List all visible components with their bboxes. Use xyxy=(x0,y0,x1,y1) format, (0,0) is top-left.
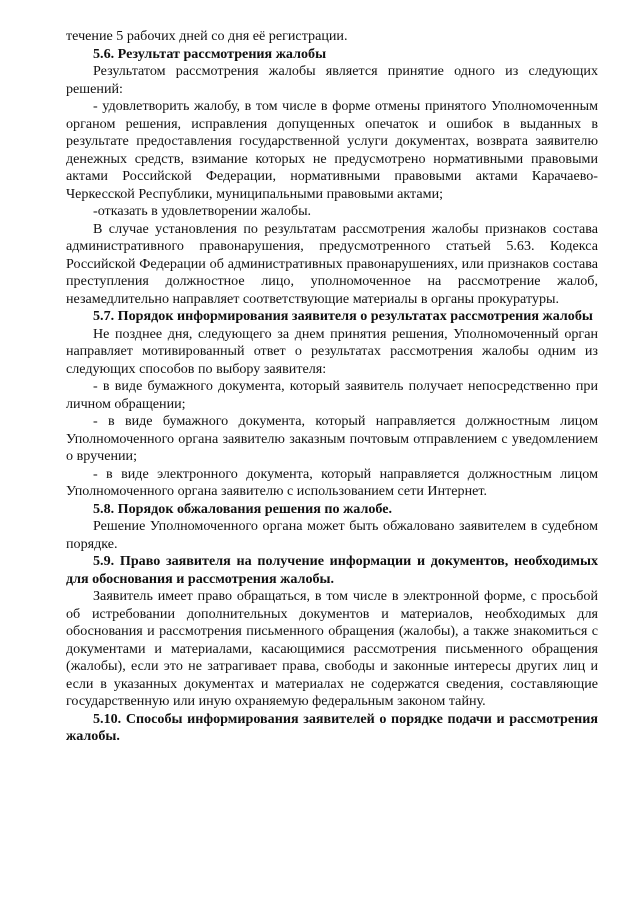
document-page xyxy=(66,28,598,746)
section-5-8-paragraph-1: Решение Уполномоченного органа может быть обжаловано заявителем в судебном порядке. xyxy=(66,518,598,552)
section-5-7-paragraph-1: Не позднее дня, следующего за днем принятия решения, Уполномоченный орган направляет мотивированный ответ о результатах рассмотрения жалобы одним из следующих способов по выбору заявителя: xyxy=(66,325,598,377)
section-5-7-heading: 5.7. Порядок информирования заявителя о результатах рассмотрения жалобы xyxy=(93,308,593,324)
section-5-7-paragraph-2: - в виде бумажного документа, который заявитель получает непосредственно при личном обращении; xyxy=(66,378,598,412)
section-5-7-paragraph-4: - в виде электронного документа, который направляется должностным лицом Уполномоченного органа заявителю с использованием сети Интернет. xyxy=(66,465,598,499)
intro-paragraph: течение 5 рабочих дней со дня её регистрации. xyxy=(66,28,348,44)
section-5-8-heading: 5.8. Порядок обжалования решения по жалобе. xyxy=(93,500,393,517)
section-5-7-paragraph-3: - в виде бумажного документа, который направляется должностным лицом Уполномоченного органа заявителю заказным почтовым отправлением с уведомлением о вручении; xyxy=(66,413,598,464)
section-5-6-paragraph-1: Результатом рассмотрения жалобы является принятие одного из следующих решений: xyxy=(66,63,598,97)
section-5-6-paragraph-4: В случае установления по результатам рассмотрения жалобы признаков состава административного правонарушения, предусмотренного статьей 5.63. Кодекса Российской Федерации об административных правонарушениях, или признаков состава преступления должностное лицо, уполномоченное на рассмотрение жалоб, незамедлительно направляет соответствующие материалы в органы прокуратуры. xyxy=(66,220,598,307)
section-5-6-paragraph-3: -отказать в удовлетворении жалобы. xyxy=(93,203,312,219)
section-5-9-heading: 5.9. Право заявителя на получение информации и документов, необходимых для обоснования и рассмотрения жалобы. xyxy=(66,553,598,587)
section-5-6-heading: 5.6. Результат рассмотрения жалобы xyxy=(93,45,327,62)
section-5-9-paragraph-1: Заявитель имеет право обращаться, в том числе в электронной форме, с просьбой об истребовании дополнительных документов и материалов, необходимых для обоснования и рассмотрения письменного обращения (жалобы), а также знакомиться с документами и материалами, касающимися рассмотрения письменного обращения (жалобы), если это не затрагивает права, свободы и законные интересы других лиц и если в указанных документах и материалах не содержатся сведения, составляющие государственную или иную охраняемую федеральным законом тайну. xyxy=(66,588,598,709)
section-5-6-paragraph-2: - удовлетворить жалобу, в том числе в форме отмены принятого Уполномоченным органом решения, исправления допущенных опечаток и ошибок в выданных в результате предоставления государственной услуги документах, возврата заявителю денежных средств, взимание которых не предусмотрено нормативными правовыми актами Российской Федерации, нормативными правовыми актами Карачаево-Черкесской Республики, муниципальными правовыми актами; xyxy=(66,98,598,202)
section-5-10-heading: 5.10. Способы информирования заявителей о порядке подачи и рассмотрения жалобы. xyxy=(66,710,598,744)
